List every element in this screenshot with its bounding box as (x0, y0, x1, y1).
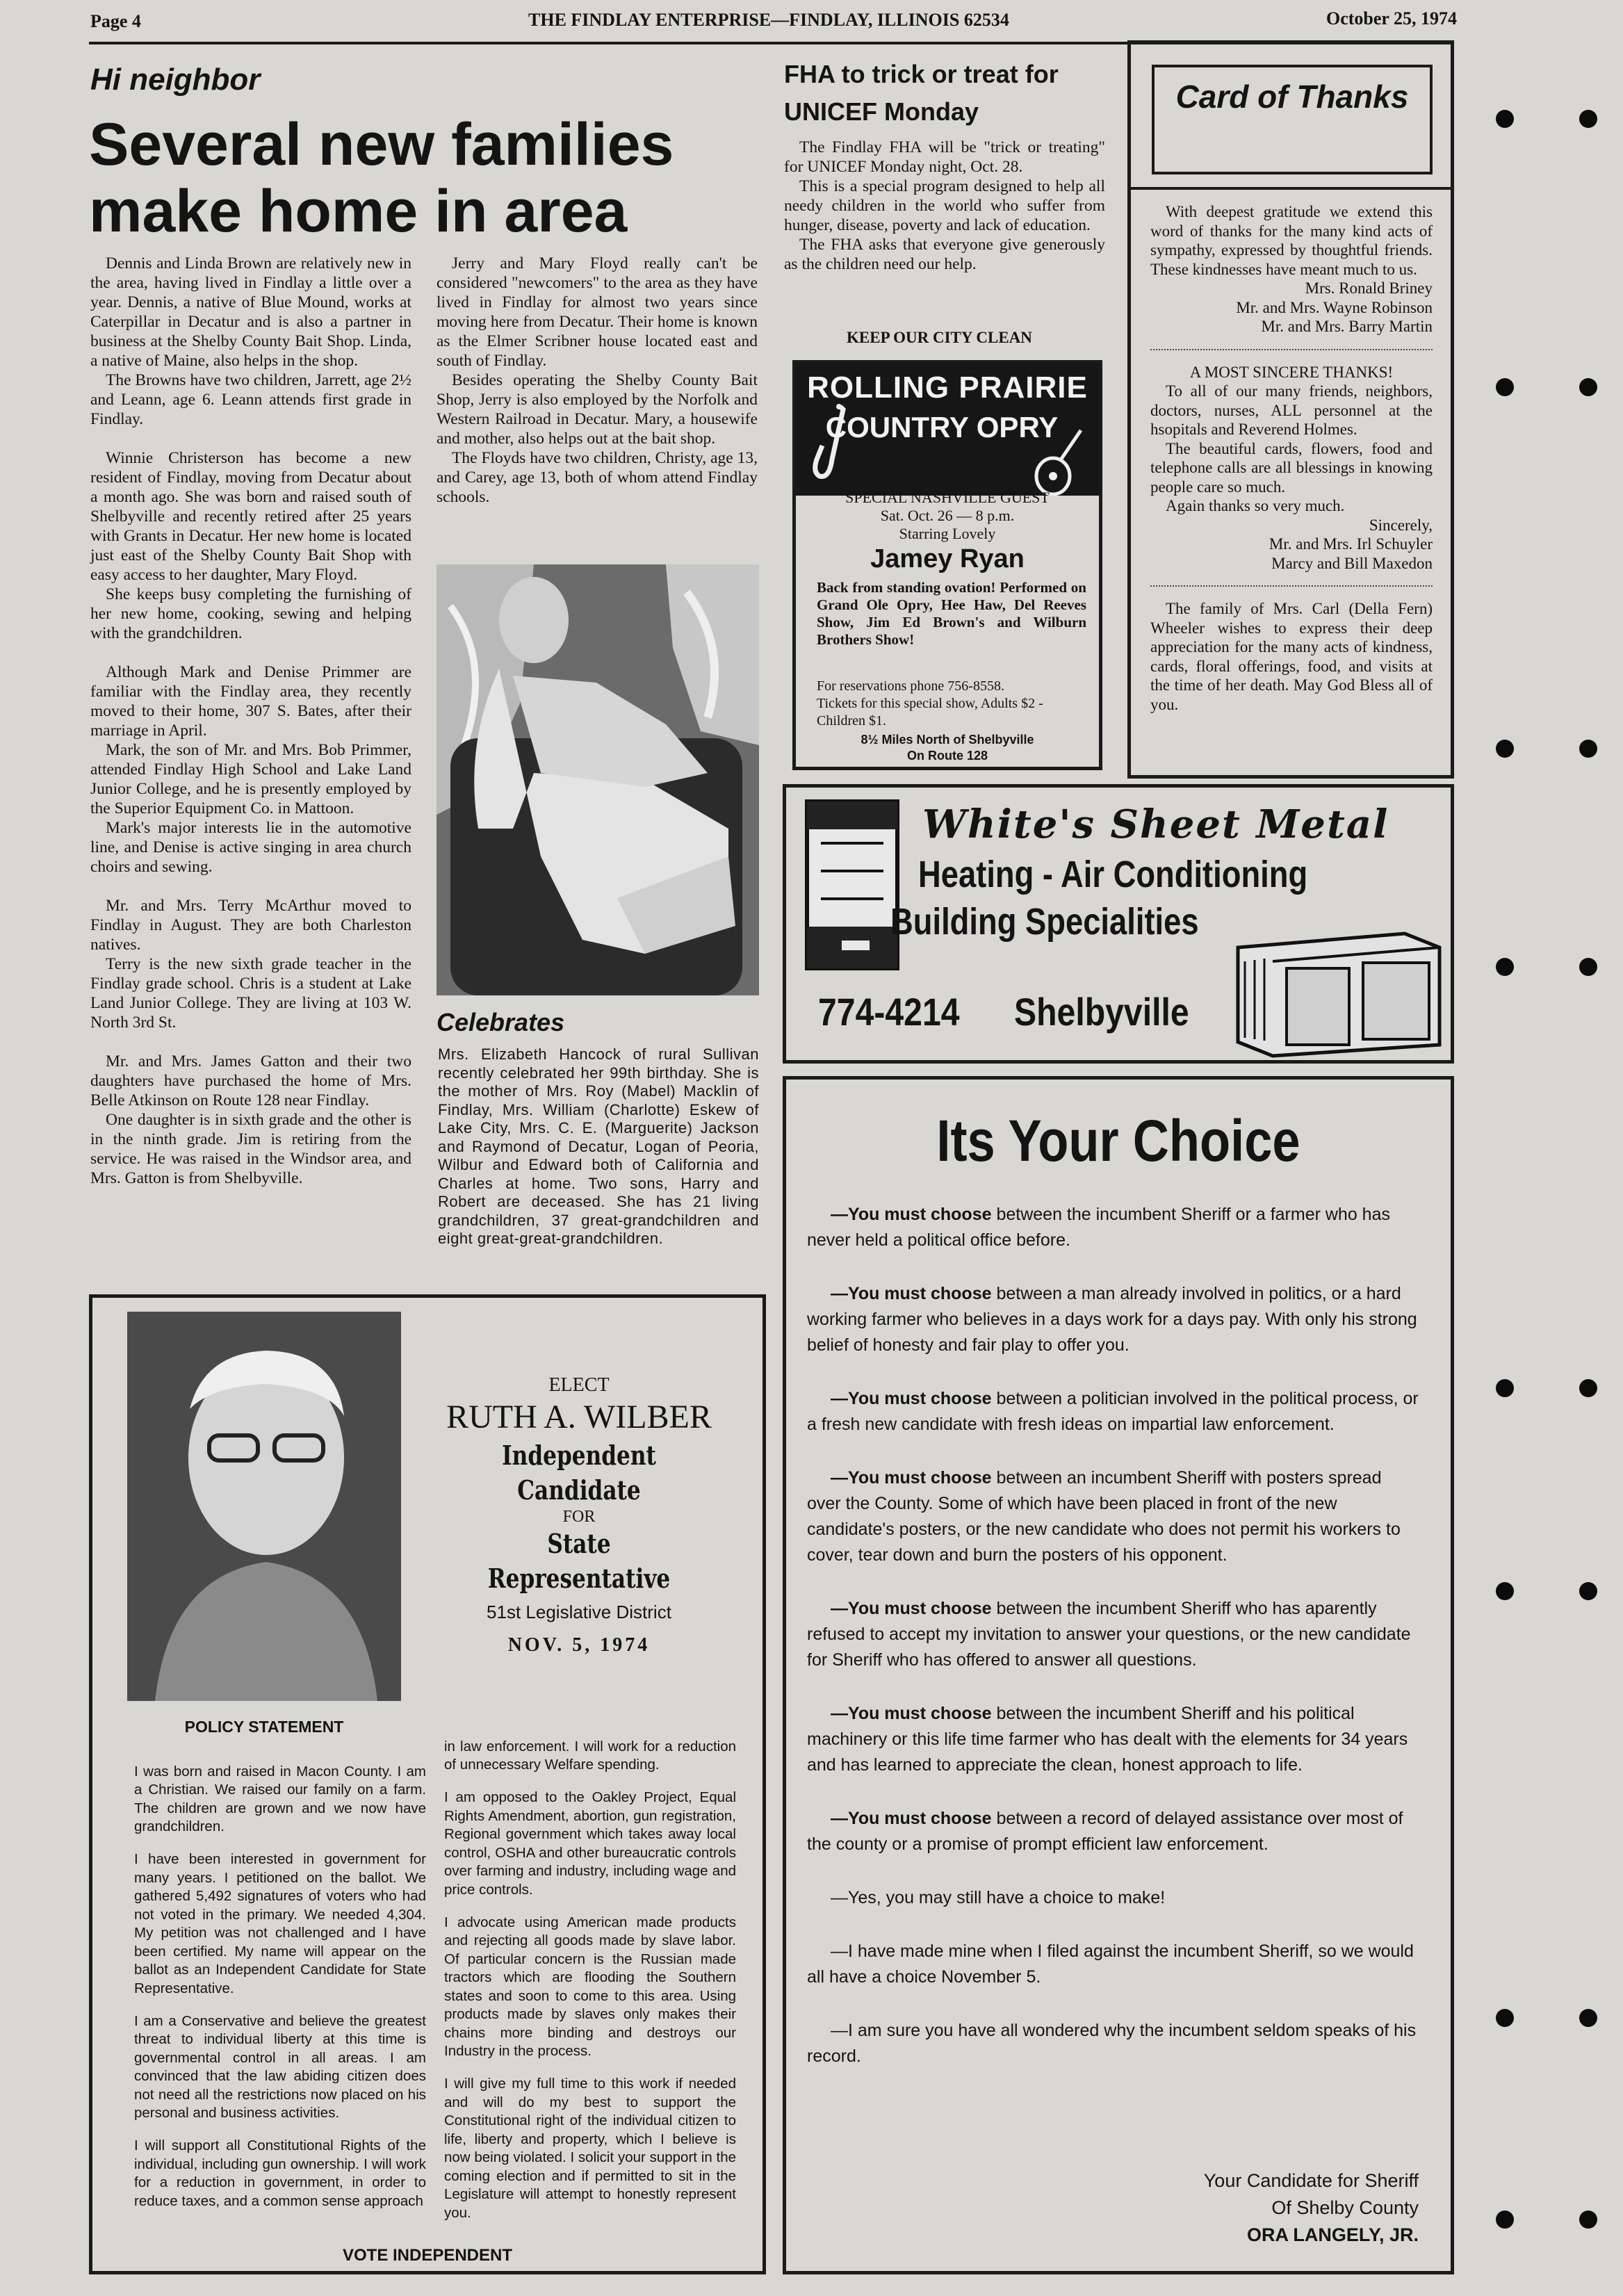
policy-paragraph: in law enforcement. I will work for a reduction of unnecessary Welfare spending. (444, 1738, 736, 1773)
thanks-body (1150, 202, 1433, 714)
celebrates-caption: Mrs. Elizabeth Hancock of rural Sullivan recently celebrated her 99th birthday. She is the mother of Mrs. Roy (Mabel) Macklin of Findlay, Mrs. William (Charlotte) Eskew of Lake City, Mrs. C. E. (Marguerite) Jackson and Raymond of Decatur, Logan of Peoria, Wilbur and Edward both of California and Charles at home. Two sons, Harry and Robert are deceased. She has 21 living grandchildren, 37 great-grandchildren and eight great-great-grandchildren. (438, 1045, 759, 1247)
choice-paragraph: —Yes, you may still have a choice to make! (831, 1888, 1166, 1907)
wilber-party: Independent Candidate (502, 1440, 656, 1506)
opry-location-line-2: On Route 128 (906, 749, 988, 763)
choice-lead: —You must choose (831, 1599, 992, 1618)
thanks-block-2b: The beautiful cards, flowers, food and telephone calls are all blessings in knowing people care so much. (1150, 439, 1433, 496)
choice-paragraph: —I am sure you have all wondered why the incumbent seldom speaks of his record. (807, 2021, 1417, 2066)
policy-paragraph: I will give my full time to this work if needed and will do my best to support the Constitutional right of the individual citizen to life, liberty and property, which I believe is now being violated. I solicit your support in the coming election and if permitted to sit in the Legislature will attempt to honestly represent you. (444, 2076, 736, 2221)
wilber-date: NOV. 5, 1974 (507, 1634, 651, 1656)
issue-date: October 25, 1974 (1326, 8, 1457, 29)
thanks-block-2c: Again thanks so very much. (1166, 497, 1345, 514)
whites-line-2: Building Specialities (890, 901, 1199, 943)
opry-starring: Starring Lovely (899, 525, 996, 542)
choice-candidate-name: ORA LANGELY, JR. (1246, 2224, 1419, 2245)
thanks-signer: Mr. and Mrs. Barry Martin (1261, 318, 1433, 335)
policy-paragraph: I advocate using American made products and rejecting all goods made by slave labor. Of particular concern is the Russian made tractors which are flooding the Southern states and soon to come to this area. Using products made by slaves only makes their chains more binding and destroys our Industry in the process. (444, 1914, 736, 2059)
whites-line-1: Heating - Air Conditioning (918, 854, 1308, 895)
opry-star: Jamey Ryan (870, 544, 1025, 573)
punch-hole (1496, 2210, 1514, 2229)
article-column-1 (90, 254, 411, 1188)
article-paragraph: The Browns have two children, Jarrett, age 2½ and Leann, age 6. Leann attends first grade in Findlay. (90, 371, 411, 428)
opry-guest: SPECIAL NASHVILLE GUEST (845, 489, 1050, 506)
opry-title-line-2: COUNTRY OPRY (825, 411, 1059, 443)
whites-phone: 774-4214 (818, 990, 960, 1034)
article-paragraph: Mr. and Mrs. James Gatton and their two daughters have purchased the home of Mrs. Belle Atkinson on Route 128 near Findlay. (90, 1052, 411, 1109)
opry-details (796, 489, 1099, 575)
policy-column-1 (134, 1748, 426, 2225)
choice-lead: —You must choose (831, 1468, 992, 1488)
fha-paragraph: This is a special program designed to help all needy children in the world who suffer from hunger, disease, poverty and lack of education. (784, 177, 1105, 234)
article-paragraph: Dennis and Linda Brown are relatively new in the area, having lived in Findlay a little over a year. Dennis, a native of Blue Mound, works at Caterpillar in Decatur and is also a partner in business at the Shelby County Bait Shop. Linda, a native of Maine, also helps in the shop. (90, 254, 411, 370)
punch-hole (1579, 740, 1597, 758)
thanks-separator (1150, 349, 1433, 350)
opry-ad (792, 360, 1102, 770)
celebrates-photo (437, 564, 759, 995)
wilber-name: RUTH A. WILBER (446, 1399, 712, 1435)
article-headline: Several new families make home in area (89, 111, 674, 245)
choice-body (807, 1202, 1419, 2097)
thanks-title: Card of Thanks (1175, 79, 1409, 115)
celebrates-title: Celebrates (437, 1008, 565, 1036)
article-paragraph: Although Mark and Denise Primmer are familiar with the Findlay area, they recently moved to their home, 307 S. Bates, after their marriage in April. (90, 663, 411, 740)
thanks-divider (1131, 187, 1451, 190)
article-paragraph: She keeps busy completing the furnishing of her new home, cooking, sewing and helping with the grandchildren. (90, 585, 411, 642)
policy-paragraph: I am opposed to the Oakley Project, Equal Rights Amendment, abortion, gun registration, Regional government which takes away local control, OSHA and other bureaucratic controls over farming and industry, including wage and price controls. (444, 1789, 736, 1898)
punch-hole (1496, 1379, 1514, 1397)
choice-paragraph: —You must choose between the incumbent Sheriff who has aparently refused to accept my invitation to answer your questions, or the new candidate for Sheriff who has offered to answer all questions. (807, 1599, 1411, 1670)
policy-paragraph: I was born and raised in Macon County. I am a Christian. We raised our family on a farm. The children are grown and we now have grandchildren. (134, 1763, 426, 1834)
punch-hole (1496, 958, 1514, 976)
opry-location-line-1: 8½ Miles North of Shelbyville (861, 733, 1034, 747)
punch-hole (1496, 110, 1514, 128)
choice-paragraph: —You must choose between a politician involved in the political process, or a fresh new candidate with fresh ideas on impartial law enforcement. (807, 1389, 1419, 1434)
opry-phone: For reservations phone 756-8558. (817, 678, 1004, 694)
air-conditioner-icon (1231, 920, 1446, 1059)
thanks-block-3: The family of Mrs. Carl (Della Fern) Wheeler wishes to express their deep appreciation for the many acts of kindness, cards, floral offerings, food, and visits at the time of her death. May God Bless all of you. (1150, 600, 1433, 713)
article-paragraph: The Floyds have two children, Christy, age 13, and Carey, age 13, both of whom attend Findlay schools. (437, 449, 758, 506)
choice-lead: —You must choose (831, 1284, 992, 1303)
wilber-ad (89, 1294, 766, 2274)
vote-independent: VOTE INDEPENDENT (342, 2246, 513, 2265)
choice-lead: —You must choose (831, 1389, 992, 1408)
article-paragraph: Terry is the new sixth grade teacher in the Findlay grade school. Chris is a student at Lake Land Junior College. They are living at 103 W. North 3rd St. (90, 955, 411, 1032)
opry-location (796, 732, 1099, 764)
choice-lead: —You must choose (831, 1205, 992, 1224)
punch-hole (1579, 110, 1597, 128)
thanks-block-2a: To all of our many friends, neighbors, doctors, nurses, ALL personnel at the hsopitals and Reverend Holmes. (1150, 382, 1433, 438)
thanks-block-1: With deepest gratitude we extend this word of thanks for the many kind acts of sympathy, expressed by thoughtful friends. These kindnesses have meant much to us. (1150, 203, 1433, 278)
policy-paragraph: I am a Conservative and believe the greatest threat to individual liberty at this time is governmental control in all areas. I am convinced that the law abiding citizen does not need all the restrictions now placed on his personal and business activities. (134, 2012, 426, 2121)
article-paragraph: Besides operating the Shelby County Bait Shop, Jerry is also employed by the Norfolk and Western Railroad in Decatur. Mary, a housewife and mother, also helps out at the bait shop. (437, 371, 758, 448)
punch-hole (1579, 2210, 1597, 2229)
policy-column-2 (444, 1723, 736, 2237)
thanks-signer: Sincerely, (1369, 516, 1433, 534)
thanks-title-box (1152, 65, 1433, 174)
wilber-elect: ELECT (548, 1374, 610, 1396)
masthead: THE FINDLAY ENTERPRISE—FINDLAY, ILLINOIS 62534 (528, 10, 1009, 30)
article-paragraph: Winnie Christerson has become a new resident of Findlay, moving from Decatur about a month ago. She was born and raised south of Shelbyville and recently retired after 25 years with Grants in Decatur. Her new home is located just east of the Shelby County Bait Shop with easy access to her daughter, Mary Floyd. (90, 449, 411, 584)
wilber-for: FOR (562, 1508, 596, 1526)
punch-hole (1496, 1582, 1514, 1600)
opry-title-line-1: ROLLING PRAIRIE (807, 371, 1088, 405)
policy-paragraph: I will support all Constitutional Rights of the individual, including gun ownership. I will work for a reduction in government, in order to reduce taxes, and a common sense approach (134, 2138, 426, 2209)
article-paragraph: Mr. and Mrs. Terry McArthur moved to Findlay in August. They are both Charleston natives. (90, 897, 411, 954)
thanks-signer: Mr. and Mrs. Wayne Robinson (1236, 298, 1433, 316)
choice-paragraph: —You must choose between the incumbent Sheriff and his political machinery or this life time farmer who has dealt with the elements for 34 years and has learned to appreciate the clean, honest approach to life. (807, 1704, 1408, 1775)
article-paragraph: Mark, the son of Mr. and Mrs. Bob Primmer, attended Findlay High School and Lake Land Junior College, and he is presently employed by the Superior Equipment Co. in Mattoon. (90, 741, 411, 817)
opry-tickets: Tickets for this special show, Adults $2 - Children $1. (817, 696, 1043, 728)
wilber-ballot-block (426, 1374, 732, 1663)
choice-title: Its Your Choice (936, 1108, 1300, 1173)
page-number: Page 4 (90, 11, 141, 31)
fha-body (784, 138, 1105, 274)
punch-hole (1579, 1582, 1597, 1600)
article-kicker: Hi neighbor (90, 63, 261, 97)
policy-paragraph: I have been interested in government for many years. I petitioned on the ballot. We gathered 5,492 signatures of voters who had not voted in the primary. We needed 4,304. My petition was not challenged and I have been certified. My name will appear on the ballot as an Independent Candidate for State Representative. (134, 1851, 426, 1996)
card-of-thanks (1127, 40, 1454, 779)
article-paragraph: Jerry and Mary Floyd really can't be considered "newcomers" to the area as they have lived in Findlay for almost two years since moving here from Decatur. Their home is known as the Elmer Scribner house located east and south of Findlay. (437, 254, 758, 370)
choice-lead: —You must choose (831, 1704, 992, 1723)
choice-lead: —You must choose (831, 1809, 992, 1828)
punch-hole (1579, 1379, 1597, 1397)
article-paragraph: One daughter is in sixth grade and the other is in the ninth grade. Jim is retiring from the service. He was raised in the Windsor area, and Mrs. Gatton is from Shelbyville. (90, 1111, 411, 1187)
thanks-heading-2: A MOST SINCERE THANKS! (1189, 363, 1394, 381)
punch-hole (1496, 740, 1514, 758)
choice-signature-line-2: Of Shelby County (1271, 2197, 1419, 2218)
article-column-2 (437, 254, 758, 507)
choice-paragraph: —You must choose between a man already involved in politics, or a hard working farmer who believes in a days work for a days pay. With only his strong belief of honesty and fair play to offer you. (807, 1284, 1417, 1355)
article-paragraph: Mark's major interests lie in the automotive line, and Denise is active singing in area church choirs and sewing. (90, 819, 411, 876)
opry-date: Sat. Oct. 26 — 8 p.m. (880, 507, 1015, 524)
policy-title: POLICY STATEMENT (184, 1718, 344, 1736)
whites-sheet-metal-ad (783, 784, 1454, 1064)
wilber-office: State Representative (487, 1528, 671, 1594)
thanks-signature-2 (1150, 516, 1433, 573)
punch-hole (1579, 378, 1597, 396)
punch-hole (1496, 2009, 1514, 2027)
whites-town: Shelbyville (1014, 990, 1189, 1034)
furnace-icon (800, 795, 904, 975)
choice-signature-line-1: Your Candidate for Sheriff (1203, 2170, 1419, 2191)
fha-paragraph: The Findlay FHA will be "trick or treating" for UNICEF Monday night, Oct. 28. (784, 138, 1105, 176)
choice-paragraph: —I have made mine when I filed against the incumbent Sheriff, so we would all have a choice November 5. (807, 1941, 1414, 1987)
its-your-choice-ad (783, 1076, 1454, 2274)
wilber-district: 51st Legislative District (487, 1602, 671, 1622)
choice-paragraph: —You must choose between the incumbent Sheriff or a farmer who has never held a political office before. (807, 1205, 1390, 1250)
punch-hole (1579, 958, 1597, 976)
wilber-photo (127, 1312, 401, 1701)
thanks-signer: Mr. and Mrs. Irl Schuyler (1269, 535, 1433, 553)
keep-city-clean: KEEP OUR CITY CLEAN (847, 329, 1032, 346)
thanks-signer: Mrs. Ronald Briney (1305, 279, 1433, 297)
punch-hole (1496, 378, 1514, 396)
fha-headline: FHA to trick or treat for UNICEF Monday (784, 60, 1059, 126)
choice-paragraph: —You must choose between an incumbent Sheriff with posters spread over the County. Some of which have been placed in front of the new candidate's posters, or the new candidate who does not permit his workers to cover, tear down and burn the posters of his opponent. (807, 1468, 1401, 1565)
choice-paragraph: —You must choose between a record of delayed assistance over most of the county or a promise of prompt efficient law enforcement. (807, 1809, 1403, 1854)
fha-paragraph: The FHA asks that everyone give generously as the children need our help. (784, 236, 1105, 273)
whites-name: White's Sheet Metal (922, 801, 1389, 847)
choice-signature (1064, 2167, 1419, 2249)
opry-description: Back from standing ovation! Performed on Grand Ole Opry, Hee Haw, Del Reeves Show, Jim Ed Brown's and Wilburn Brothers Show! (817, 579, 1086, 648)
thanks-signer: Marcy and Bill Maxedon (1271, 554, 1433, 572)
punch-hole (1579, 2009, 1597, 2027)
thanks-separator (1150, 585, 1433, 587)
thanks-signature-1 (1150, 279, 1433, 336)
